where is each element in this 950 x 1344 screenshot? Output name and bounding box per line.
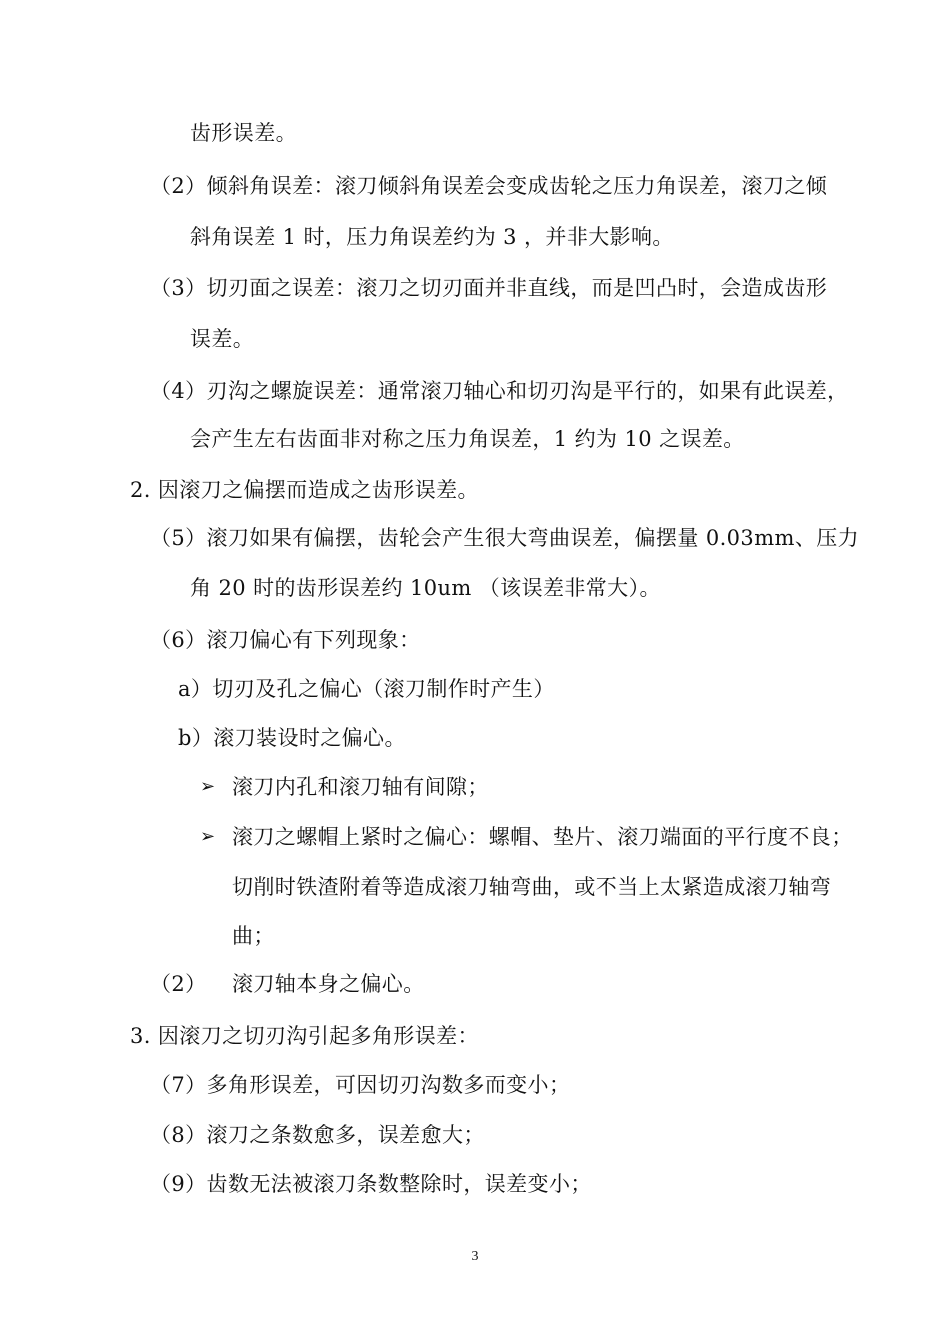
text-line: 曲； <box>232 924 275 948</box>
text-line: 角 20 时的齿形误差约 10um （该误差非常大）。 <box>190 576 661 600</box>
text-line: 会产生左右齿面非对称之压力角误差，1 约为 10 之误差。 <box>190 427 745 451</box>
item-number: （2） <box>150 972 207 996</box>
arrow-bullet-icon: ➢ <box>200 776 216 797</box>
section-heading: 2. 因滚刀之偏摆而造成之齿形误差。 <box>130 478 479 502</box>
text-line: 滚刀轴本身之偏心。 <box>232 972 425 996</box>
text-line: （6）滚刀偏心有下列现象： <box>150 628 421 652</box>
list-item: b）滚刀装设时之偏心。 <box>178 726 406 750</box>
bullet-item: 滚刀之螺帽上紧时之偏心：螺帽、垫片、滚刀端面的平行度不良； <box>232 825 853 849</box>
page-number: 3 <box>471 1249 479 1264</box>
arrow-bullet-icon: ➢ <box>200 826 216 847</box>
text-line: （5）滚刀如果有偏摆，齿轮会产生很大弯曲误差，偏摆量 0.03mm、压力 <box>150 526 860 550</box>
text-line: （2）倾斜角误差：滚刀倾斜角误差会变成齿轮之压力角误差，滚刀之倾 <box>150 174 828 198</box>
text-line: （3）切刃面之误差：滚刀之切刃面并非直线，而是凹凸时，会造成齿形 <box>150 276 828 300</box>
text-line: 误差。 <box>190 327 255 351</box>
text-line: 斜角误差 1 时，压力角误差约为 3 ，并非大影响。 <box>190 225 674 249</box>
text-line: （9）齿数无法被滚刀条数整除时，误差变小； <box>150 1172 592 1196</box>
text-line: （7）多角形误差，可因切刃沟数多而变小； <box>150 1073 571 1097</box>
bullet-item: 滚刀内孔和滚刀轴有间隙； <box>232 775 489 799</box>
text-line: 切削时铁渣附着等造成滚刀轴弯曲，或不当上太紧造成滚刀轴弯 <box>232 875 832 899</box>
section-heading: 3. 因滚刀之切刃沟引起多角形误差： <box>130 1024 479 1048</box>
list-item: a）切刃及孔之偏心（滚刀制作时产生） <box>178 677 555 701</box>
text-line: （4）刃沟之螺旋误差：通常滚刀轴心和切刃沟是平行的，如果有此误差， <box>150 379 849 403</box>
text-line: （8）滚刀之条数愈多，误差愈大； <box>150 1123 485 1147</box>
text-line: 齿形误差。 <box>190 121 297 145</box>
